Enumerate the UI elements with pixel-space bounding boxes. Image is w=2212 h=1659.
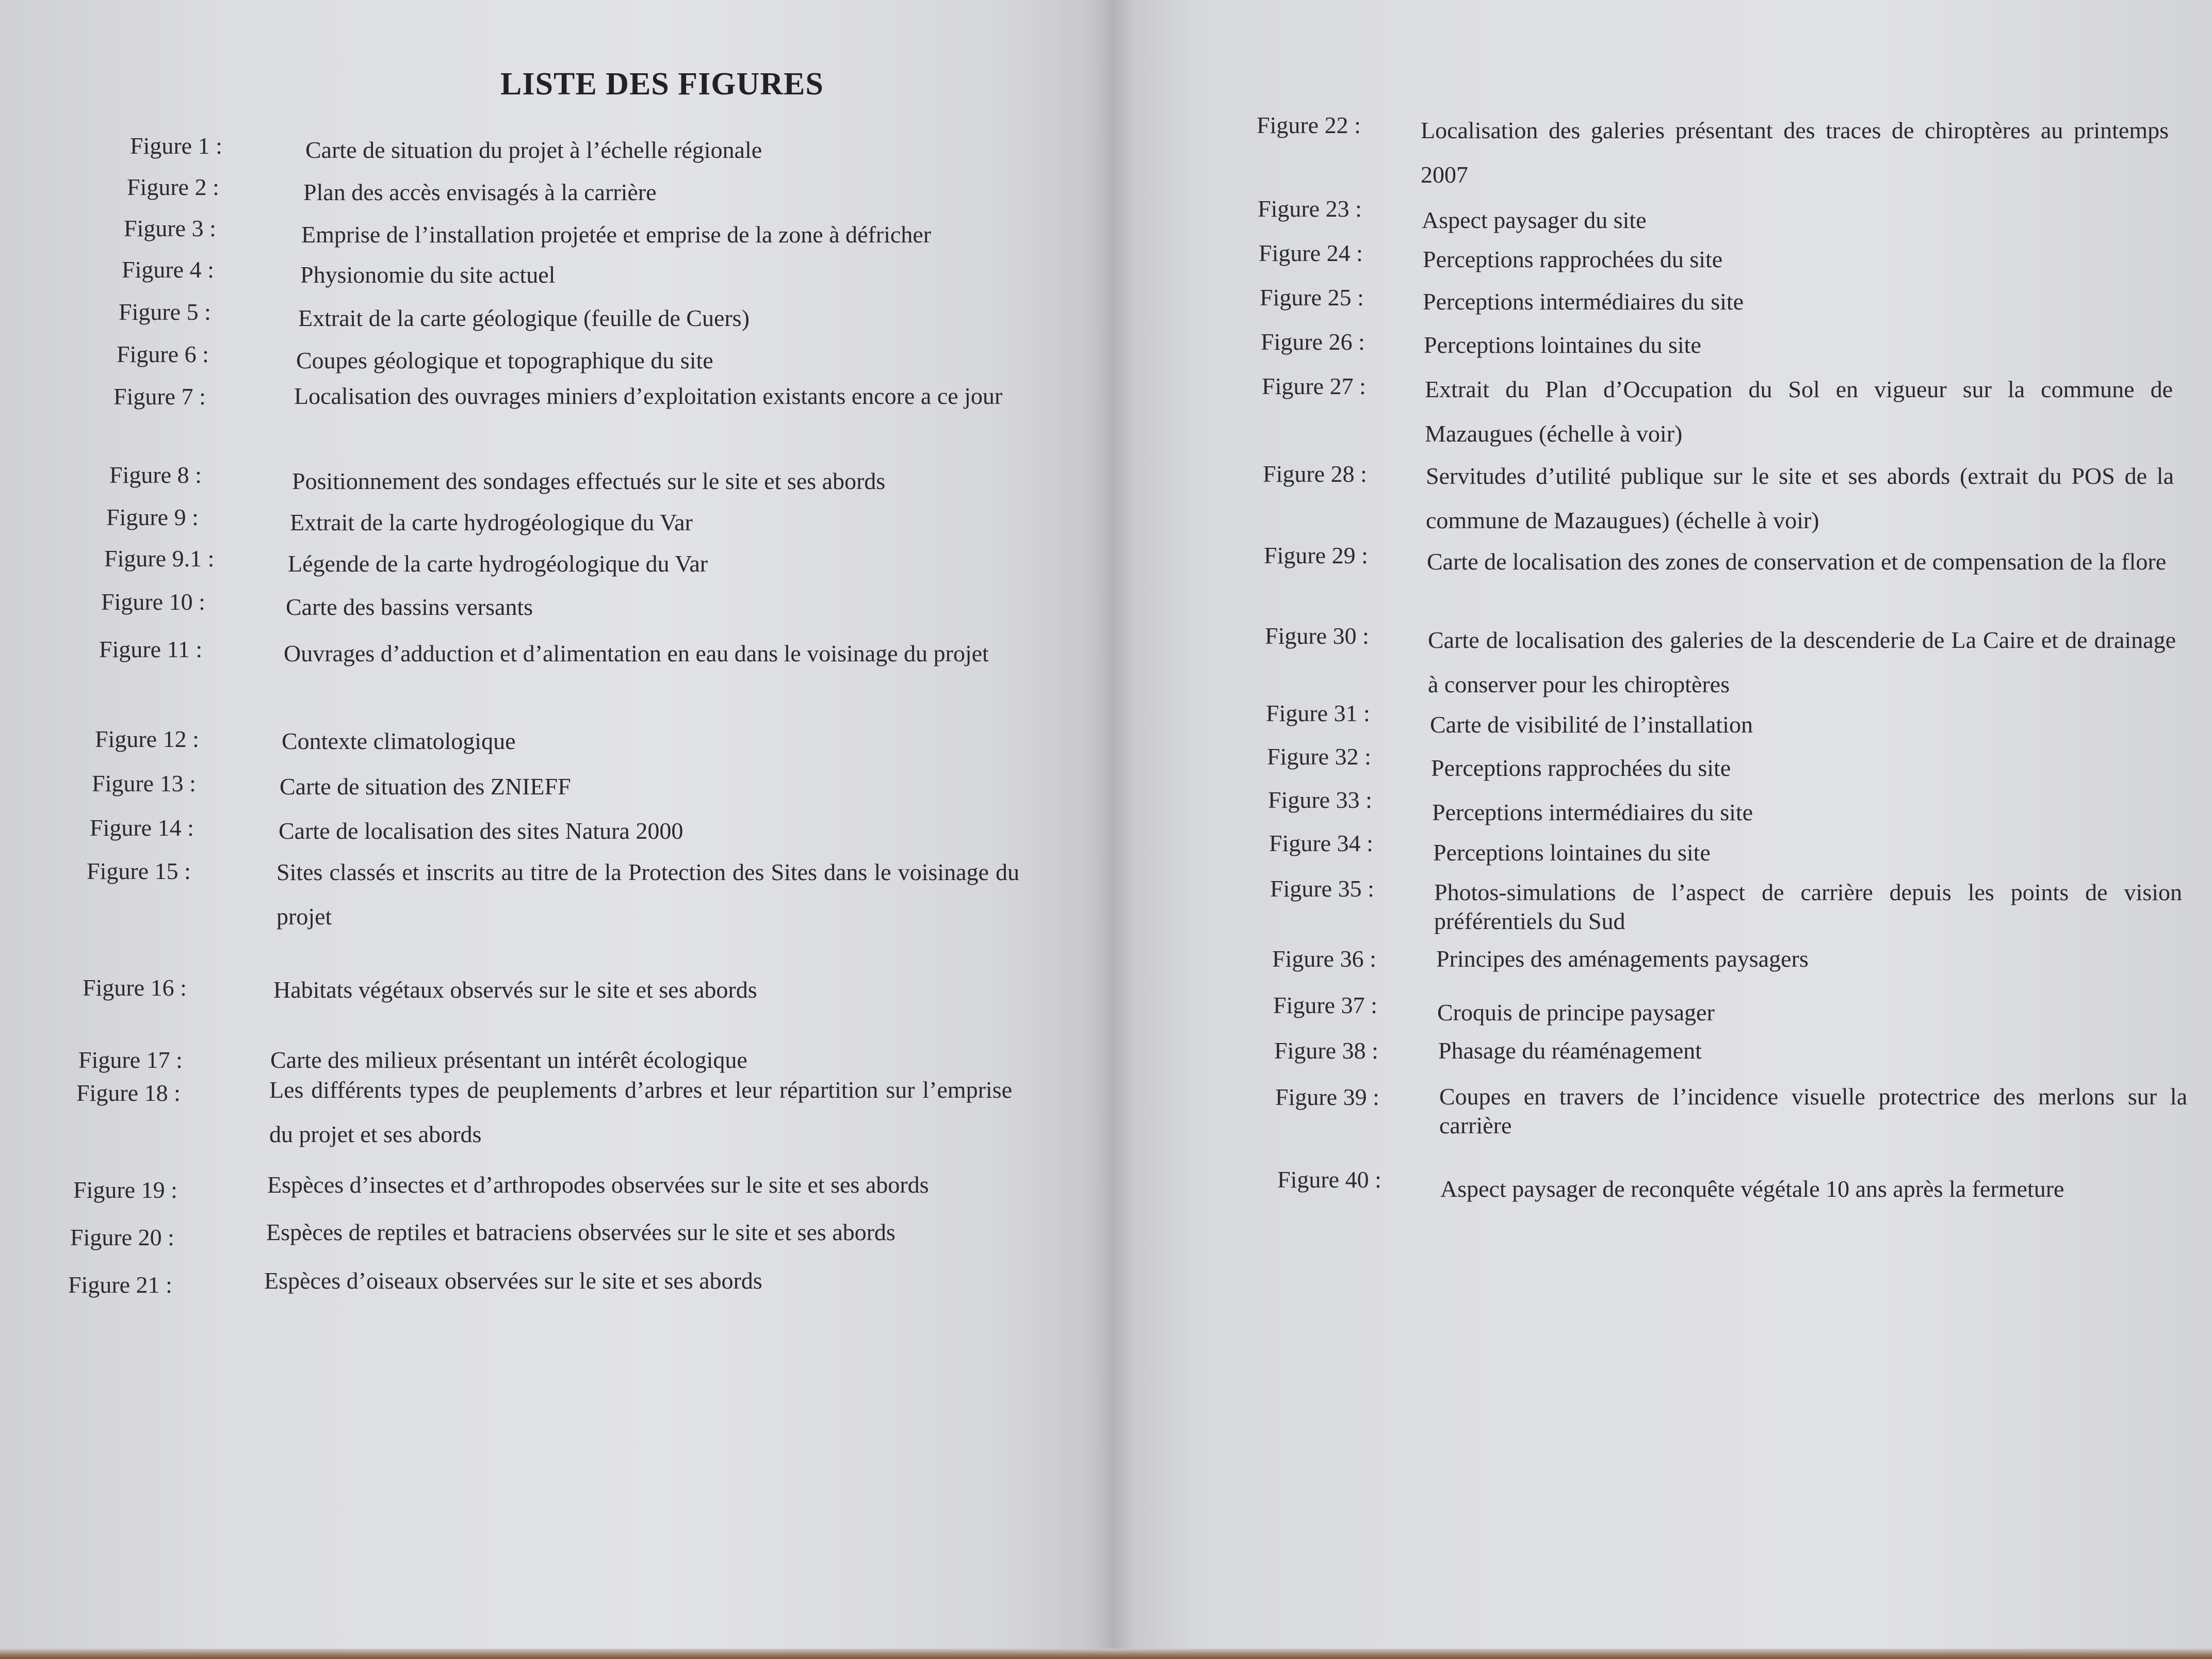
figure-label: Figure 30 : bbox=[1265, 623, 1369, 649]
figure-label: Figure 13 : bbox=[92, 770, 196, 796]
figure-label: Figure 34 : bbox=[1269, 830, 1373, 856]
figure-label: Figure 4 : bbox=[122, 256, 214, 283]
figure-description: Habitats végétaux observés sur le site et ses abords bbox=[273, 977, 757, 1003]
figure-description: Carte de visibilité de l’installation bbox=[1430, 711, 1753, 738]
figure-label: Figure 28 : bbox=[1263, 461, 1367, 487]
figure-description: Aspect paysager de reconquête végétale 10 ans après la fermeture bbox=[1440, 1176, 2064, 1202]
figure-description: Principes des aménagements paysagers bbox=[1436, 946, 1809, 972]
figure-label: Figure 32 : bbox=[1267, 743, 1371, 770]
figure-label: Figure 25 : bbox=[1260, 284, 1364, 311]
figure-description: Servitudes d’utilité publique sur le site et ses abords (extrait du POS de la commune de Mazaugues) (échelle à voir) bbox=[1426, 463, 2174, 533]
figure-description: Perceptions lointaines du site bbox=[1433, 839, 1711, 866]
figure-label: Figure 38 : bbox=[1274, 1037, 1378, 1064]
figure-description: Extrait du Plan d’Occupation du Sol en vigueur sur la commune de Mazaugues (échelle à voir) bbox=[1425, 376, 2173, 447]
figure-label: Figure 22 : bbox=[1257, 112, 1361, 138]
figure-label: Figure 6 : bbox=[117, 341, 209, 367]
figure-label: Figure 10 : bbox=[101, 589, 205, 615]
figure-label: Figure 27 : bbox=[1262, 373, 1366, 399]
figure-description: Localisation des ouvrages miniers d’exploitation existants encore a ce jour bbox=[294, 383, 1003, 409]
figure-description: Plan des accès envisagés à la carrière bbox=[303, 179, 657, 205]
figure-description: Perceptions intermédiaires du site bbox=[1423, 288, 1744, 315]
figure-label: Figure 11 : bbox=[99, 636, 203, 662]
figure-label: Figure 40 : bbox=[1277, 1166, 1381, 1193]
figure-label: Figure 15 : bbox=[87, 858, 191, 884]
figure-description: Les différents types de peuplements d’arbres et leur répartition sur l’emprise du projet et ses abords bbox=[269, 1077, 1012, 1147]
page-title: LISTE DES FIGURES bbox=[500, 67, 824, 102]
figure-description: Ouvrages d’adduction et d’alimentation en eau dans le voisinage du projet bbox=[284, 640, 989, 666]
figure-description: Physionomie du site actuel bbox=[300, 262, 556, 288]
figure-description: Espèces d’oiseaux observées sur le site et ses abords bbox=[264, 1267, 762, 1294]
figure-description: Extrait de la carte hydrogéologique du Var bbox=[290, 509, 693, 535]
figure-label: Figure 21 : bbox=[68, 1272, 172, 1298]
figure-description: Positionnement des sondages effectués sur le site et ses abords bbox=[292, 468, 886, 494]
figure-label: Figure 5 : bbox=[119, 299, 211, 325]
figure-label: Figure 16 : bbox=[83, 974, 187, 1001]
figure-description: Extrait de la carte géologique (feuille de Cuers) bbox=[298, 305, 750, 331]
figure-description: Carte de localisation des zones de conservation et de compensation de la flore bbox=[1427, 548, 2167, 575]
figure-label: Figure 36 : bbox=[1272, 946, 1376, 972]
figure-label: Figure 8 : bbox=[109, 462, 202, 488]
figure-description: Perceptions rapprochées du site bbox=[1431, 755, 1731, 781]
figure-description: Photos-simulations de l’aspect de carrière depuis les points de vision préférentiels du Sud bbox=[1434, 879, 2182, 934]
figure-description: Carte de situation du projet à l’échelle régionale bbox=[305, 137, 762, 163]
figure-description: Perceptions rapprochées du site bbox=[1423, 246, 1723, 272]
figure-description: Coupes en travers de l’incidence visuelle protectrice des merlons sur la carrière bbox=[1439, 1083, 2187, 1138]
figure-description: Légende de la carte hydrogéologique du Var bbox=[288, 550, 708, 577]
figure-description: Localisation des galeries présentant des traces de chiroptères au printemps 2007 bbox=[1421, 117, 2169, 188]
figure-label: Figure 12 : bbox=[95, 726, 199, 752]
figure-label: Figure 2 : bbox=[127, 174, 219, 200]
figure-description: Phasage du réaménagement bbox=[1438, 1037, 1702, 1064]
figure-description: Carte des milieux présentant un intérêt écologique bbox=[270, 1047, 747, 1073]
figure-description: Contexte climatologique bbox=[282, 728, 516, 754]
figure-label: Figure 9.1 : bbox=[104, 545, 215, 572]
figure-label: Figure 23 : bbox=[1258, 196, 1362, 222]
figure-description: Aspect paysager du site bbox=[1422, 207, 1647, 233]
figure-description: Carte de localisation des sites Natura 2000 bbox=[279, 818, 684, 844]
figure-description: Espèces de reptiles et batraciens observées sur le site et ses abords bbox=[266, 1219, 896, 1245]
figure-description: Carte des bassins versants bbox=[286, 594, 533, 620]
figure-description: Sites classés et inscrits au titre de la Protection des Sites dans le voisinage du projet bbox=[276, 859, 1019, 930]
figure-label: Figure 26 : bbox=[1261, 329, 1365, 355]
figure-label: Figure 17 : bbox=[78, 1047, 183, 1073]
figure-label: Figure 37 : bbox=[1273, 992, 1377, 1018]
figure-description: Coupes géologique et topographique du site bbox=[296, 347, 713, 373]
figure-label: Figure 14 : bbox=[90, 815, 194, 841]
figure-label: Figure 29 : bbox=[1264, 542, 1368, 568]
figure-label: Figure 35 : bbox=[1270, 875, 1374, 902]
figure-label: Figure 3 : bbox=[124, 215, 216, 241]
figure-label: Figure 7 : bbox=[113, 383, 206, 410]
figure-label: Figure 19 : bbox=[73, 1177, 177, 1203]
figure-label: Figure 1 : bbox=[130, 133, 222, 159]
book-fold bbox=[1088, 0, 1135, 1659]
figure-label: Figure 18 : bbox=[76, 1080, 181, 1106]
figure-description: Carte de situation des ZNIEFF bbox=[280, 773, 571, 800]
figure-description: Espèces d’insectes et d’arthropodes observées sur le site et ses abords bbox=[267, 1172, 929, 1198]
figure-description: Perceptions lointaines du site bbox=[1424, 332, 1701, 358]
figure-description: Carte de localisation des galeries de la descenderie de La Caire et de drainage à conserver pour les chiroptères bbox=[1428, 627, 2176, 697]
figure-label: Figure 20 : bbox=[70, 1224, 174, 1250]
figure-label: Figure 33 : bbox=[1268, 787, 1372, 813]
figure-label: Figure 31 : bbox=[1266, 700, 1370, 726]
figure-description: Emprise de l’installation projetée et emprise de la zone à défricher bbox=[301, 221, 932, 248]
figure-label: Figure 39 : bbox=[1275, 1084, 1379, 1110]
table-edge bbox=[0, 1649, 2212, 1659]
figure-description: Croquis de principe paysager bbox=[1437, 999, 1715, 1026]
figure-label: Figure 9 : bbox=[106, 504, 199, 530]
figure-description: Perceptions intermédiaires du site bbox=[1432, 799, 1753, 825]
figure-label: Figure 24 : bbox=[1259, 240, 1363, 266]
